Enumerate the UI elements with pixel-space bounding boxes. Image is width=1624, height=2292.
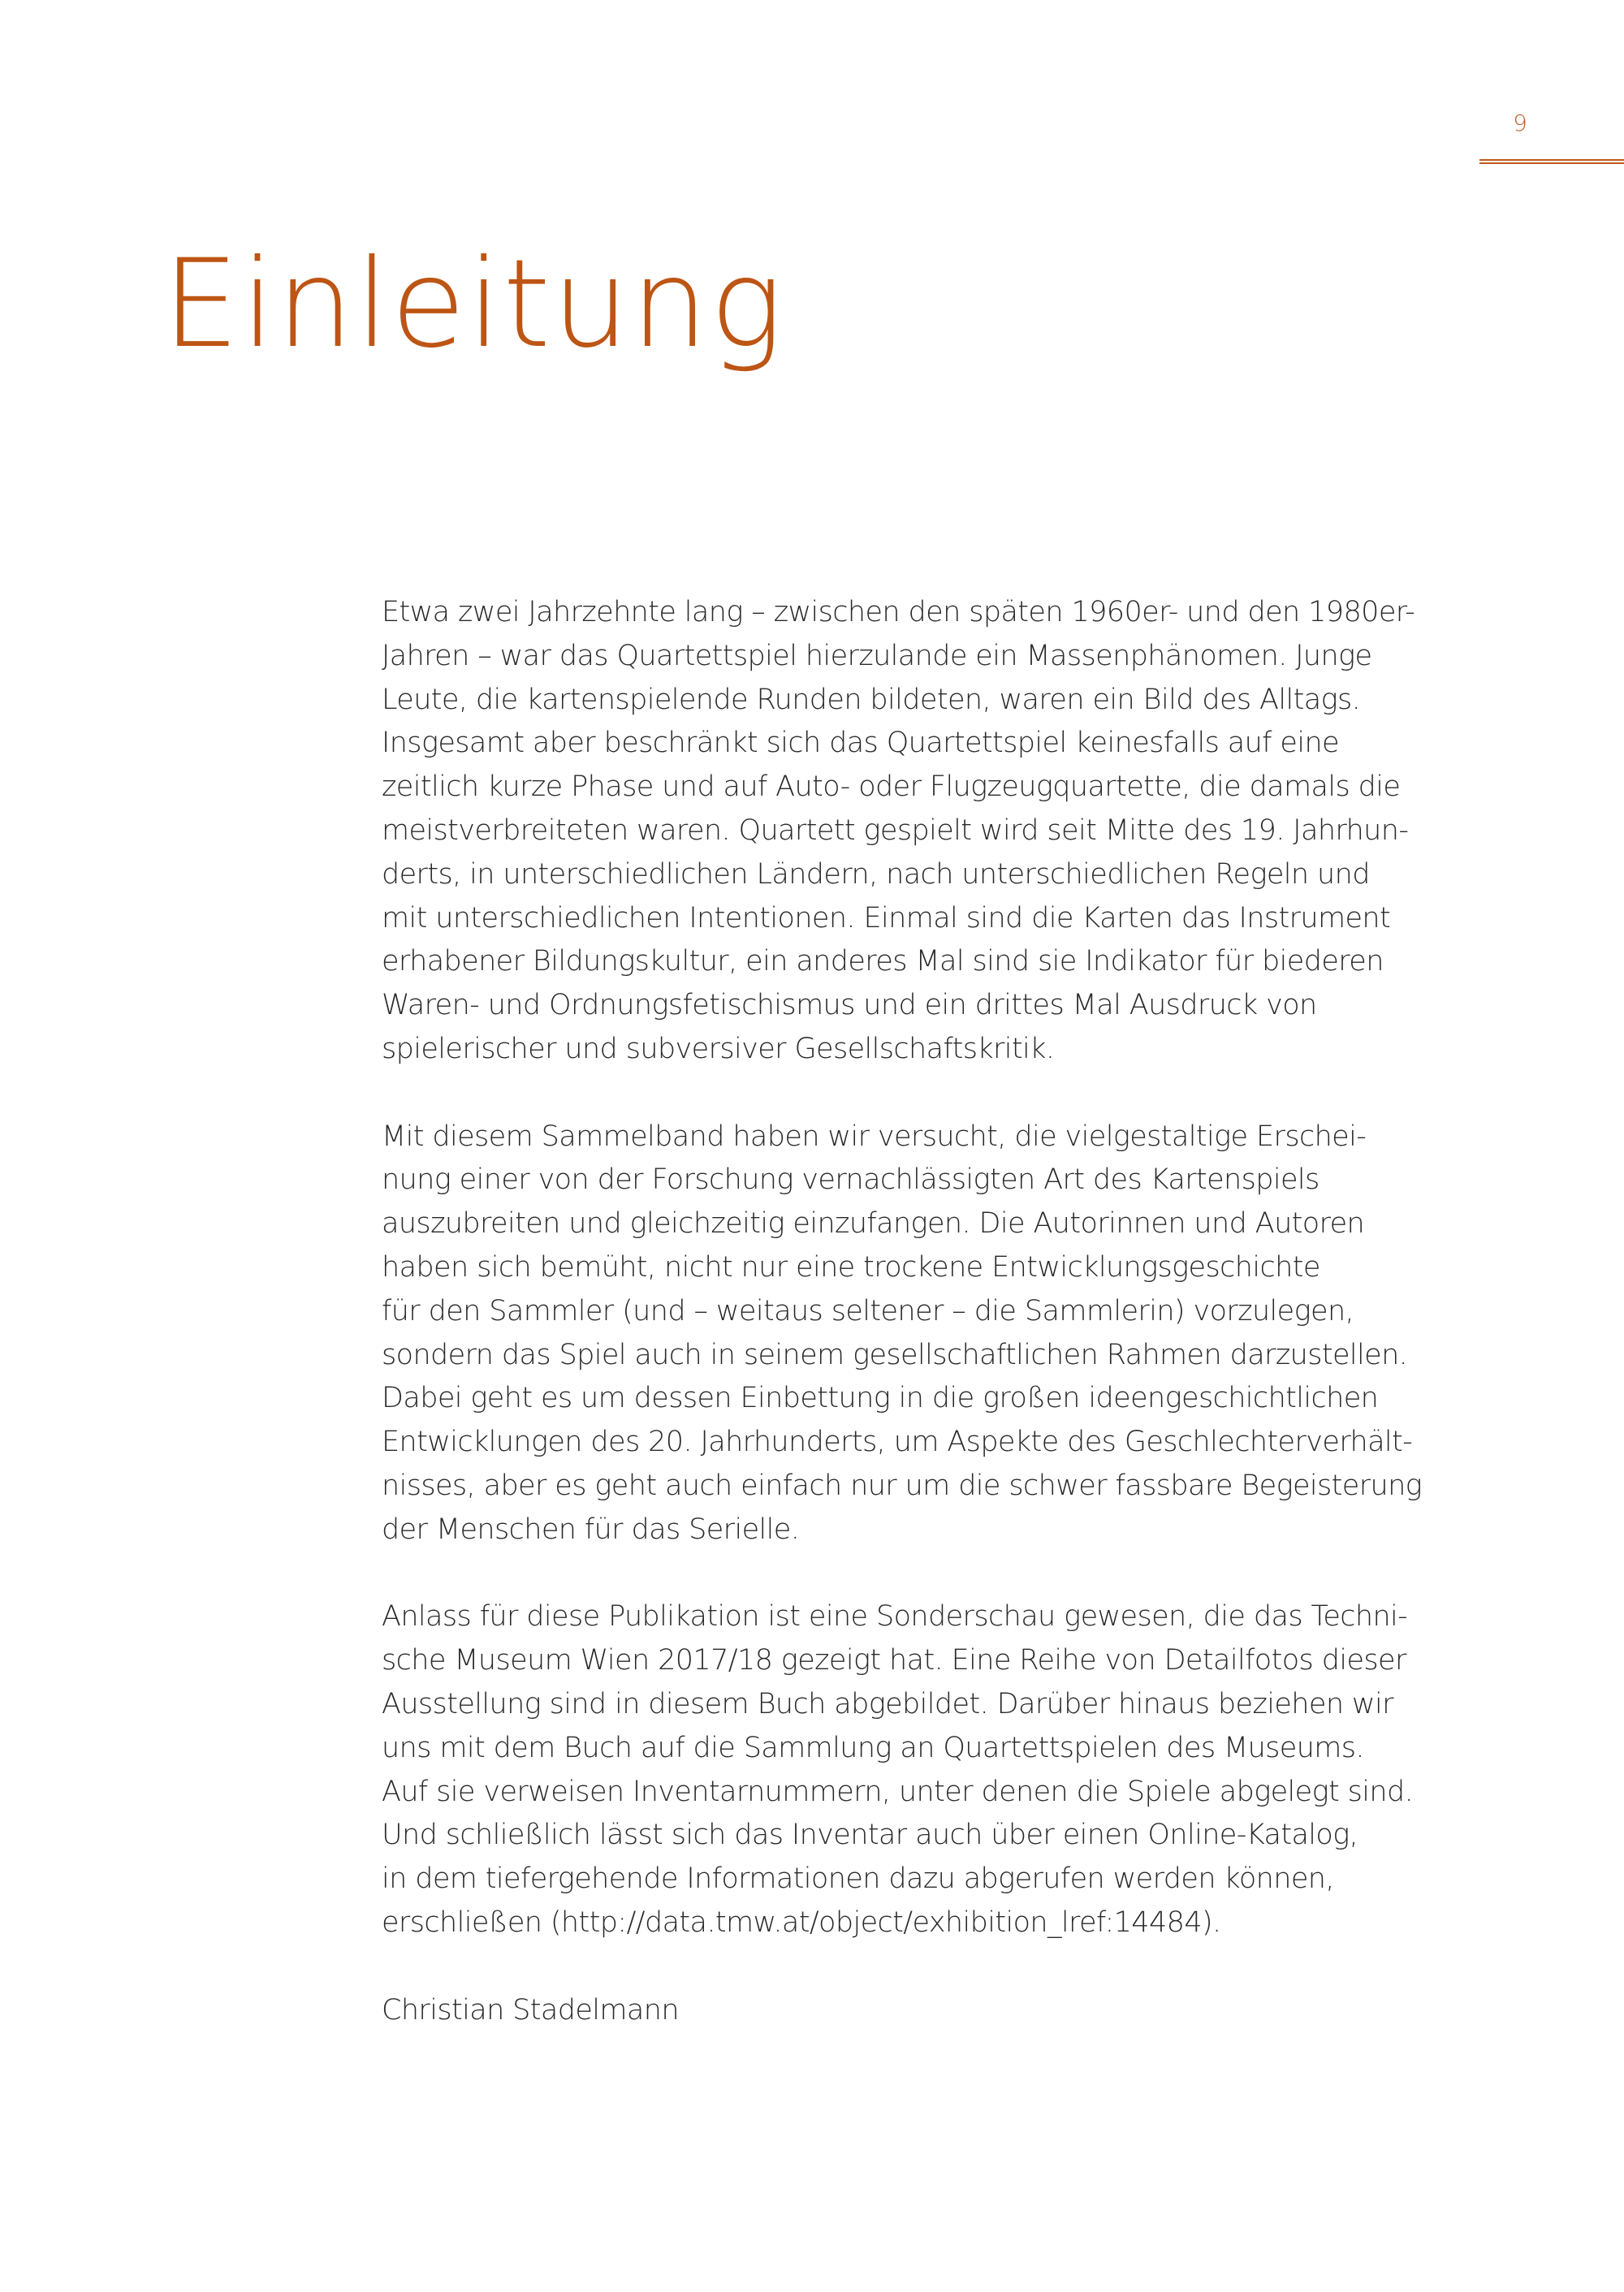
text-line: derts, in unterschiedlichen Ländern, nach unterschiedlichen Regeln und — [382, 857, 1370, 891]
paragraph-2 — [382, 1116, 1470, 1552]
text-line: Mit diesem Sammelband haben wir versucht, die vielgestaltige Erschei- — [382, 1120, 1367, 1153]
text-line: Anlass für diese Publikation ist eine Sonderschau gewesen, die das Techni- — [382, 1600, 1408, 1634]
paragraph-1 — [382, 591, 1470, 1072]
text-line: mit unterschiedlichen Intentionen. Einmal sind die Karten das Instrument — [382, 901, 1391, 934]
header-double-rule — [1479, 159, 1624, 164]
text-line: Dabei geht es um dessen Einbettung in die großen ideengeschichtlichen — [382, 1382, 1379, 1415]
text-line: Leute, die kartenspielende Runden bildeten, waren ein Bild des Alltags. — [382, 683, 1361, 716]
text-line: uns mit dem Buch auf die Sammlung an Quartettspielen des Museums. — [382, 1731, 1364, 1764]
text-line: der Menschen für das Serielle. — [382, 1513, 800, 1546]
chapter-title: Einleitung — [162, 234, 785, 375]
text-line: spielerischer und subversiver Gesellschaftskritik. — [382, 1032, 1055, 1065]
text-line: Jahren – war das Quartettspiel hierzulande ein Massenphänomen. Junge — [382, 639, 1372, 672]
rule-line-top — [1479, 159, 1624, 161]
text-line: Ausstellung sind in diesem Buch abgebildet. Darüber hinaus beziehen wir — [382, 1687, 1393, 1720]
text-line: auszubreiten und gleichzeitig einzufangen. Die Autorinnen und Autoren — [382, 1207, 1365, 1241]
page-number: 9 — [1513, 110, 1527, 136]
text-line: haben sich bemüht, nicht nur eine trockene Entwicklungsgeschichte — [382, 1250, 1320, 1284]
paragraph-3 — [382, 1595, 1470, 1945]
text-line: Auf sie verweisen Inventarnummern, unter denen die Spiele abgelegt sind. — [382, 1775, 1414, 1808]
text-line: für den Sammler (und – weitaus seltener – die Sammlerin) vorzulegen, — [382, 1294, 1354, 1327]
text-line: Und schließlich lässt sich das Inventar auch über einen Online-Katalog, — [382, 1819, 1358, 1852]
text-line: erhabener Bildungskultur, ein anderes Mal sind sie Indikator für biederen — [382, 945, 1384, 978]
text-line: zeitlich kurze Phase und auf Auto- oder Flugzeugquartette, die damals die — [382, 770, 1401, 804]
text-line: nisses, aber es geht auch einfach nur um die schwer fassbare Begeisterung — [382, 1469, 1423, 1502]
text-line: sche Museum Wien 2017/18 gezeigt hat. Eine Reihe von Detailfotos dieser — [382, 1644, 1406, 1677]
author-signature: Christian Stadelmann — [382, 1993, 679, 2027]
text-line: Etwa zwei Jahrzehnte lang – zwischen den späten 1960er- und den 1980er- — [382, 596, 1415, 628]
text-line: sondern das Spiel auch in seinem gesellschaftlichen Rahmen darzustellen. — [382, 1338, 1408, 1371]
text-line: Entwicklungen des 20. Jahrhunderts, um Aspekte des Geschlechterverhält- — [382, 1426, 1413, 1459]
text-line: erschließen (http://data.tmw.at/object/exhibition_lref:14484). — [382, 1906, 1221, 1939]
text-line: in dem tiefergehende Informationen dazu abgerufen werden können, — [382, 1863, 1334, 1896]
text-line: meistverbreiteten waren. Quartett gespielt wird seit Mitte des 19. Jahrhun- — [382, 814, 1409, 847]
text-line: Insgesamt aber beschränkt sich das Quartettspiel keinesfalls auf eine — [382, 727, 1339, 760]
rule-line-bottom — [1479, 162, 1624, 164]
body-text — [382, 591, 1470, 2076]
text-line: nung einer von der Forschung vernachlässigten Art des Kartenspiels — [382, 1163, 1320, 1197]
text-line: Waren- und Ordnungsfetischismus und ein drittes Mal Ausdruck von — [382, 989, 1317, 1022]
